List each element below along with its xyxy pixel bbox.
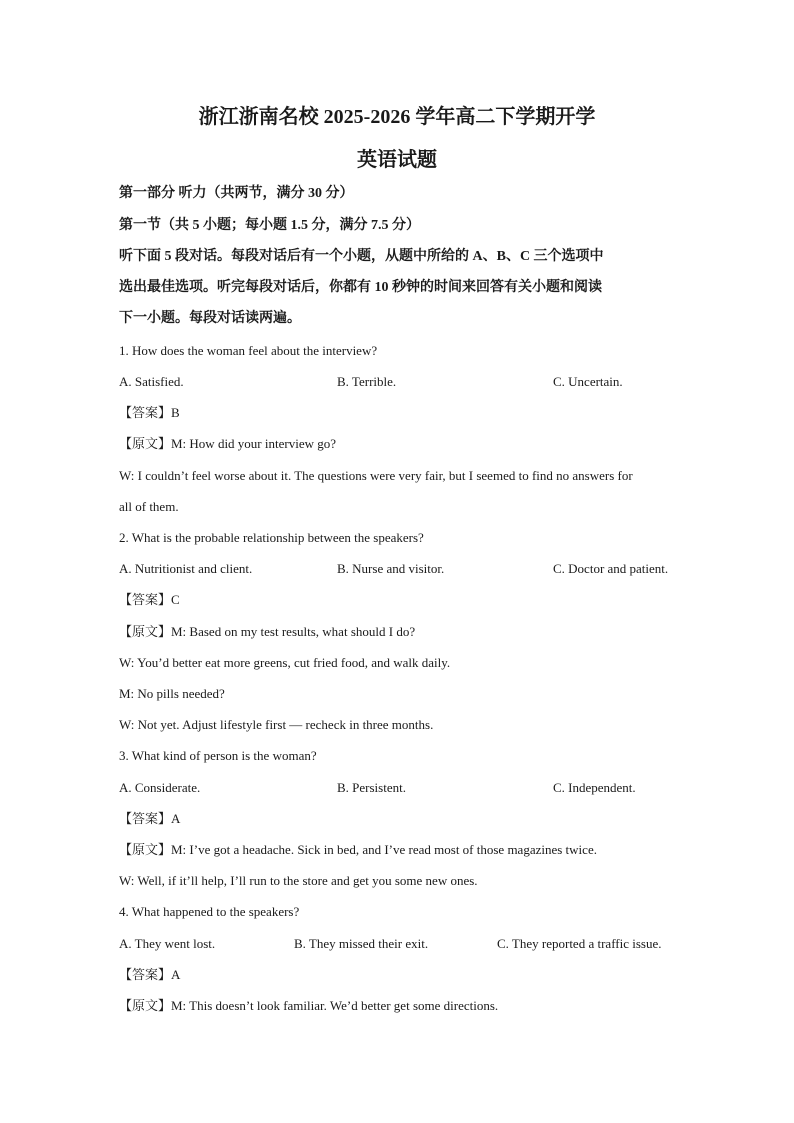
option-b: B. Persistent. — [337, 780, 406, 795]
option-b: B. Terrible. — [337, 374, 397, 389]
answer-key: 【答案】C — [119, 592, 180, 607]
transcript-line: all of them. — [119, 499, 179, 514]
answer-key: 【答案】A — [119, 967, 181, 982]
transcript-line: W: You’d better eat more greens, cut fried food, and walk daily. — [119, 655, 451, 670]
option-a: A. Considerate. — [119, 780, 201, 795]
transcript-line: 【原文】M: How did your interview go? — [119, 436, 337, 451]
instruction-line-1: 听下面 5 段对话。每段对话后有一个小题，从题中所给的 A、B、C 三个选项中 — [119, 249, 604, 264]
transcript-line: 【原文】M: Based on my test results, what should I do? — [119, 624, 416, 639]
transcript-line: M: No pills needed? — [119, 686, 225, 701]
option-a: A. Satisfied. — [119, 374, 184, 389]
instruction-line-3: 下一小题。每段对话读两遍。 — [119, 311, 301, 326]
part-heading: 第一部分 听力（共两节，满分 30 分） — [119, 186, 354, 201]
answer-key: 【答案】B — [119, 405, 180, 420]
option-c: C. Uncertain. — [553, 374, 623, 389]
document-title: 浙江浙南名校 2025-2026 学年高二下学期开学 — [198, 106, 596, 128]
transcript-line: W: Not yet. Adjust lifestyle first — recheck in three months. — [119, 717, 434, 732]
section-heading: 第一节（共 5 小题；每小题 1.5 分，满分 7.5 分） — [119, 218, 420, 233]
option-a: A. They went lost. — [119, 936, 216, 951]
question-stem: 3. What kind of person is the woman? — [119, 748, 317, 763]
option-b: B. Nurse and visitor. — [337, 561, 445, 576]
question-stem: 2. What is the probable relationship between the speakers? — [119, 530, 424, 545]
transcript-line: 【原文】M: I’ve got a headache. Sick in bed, and I’ve read most of those magazines twice. — [119, 842, 597, 857]
option-b: B. They missed their exit. — [294, 936, 429, 951]
instruction-line-2: 选出最佳选项。听完每段对话后，你都有 10 秒钟的时间来回答有关小题和阅读 — [119, 280, 602, 295]
transcript-line: W: Well, if it’ll help, I’ll run to the store and get you some new ones. — [119, 873, 478, 888]
transcript-line: 【原文】M: This doesn’t look familiar. We’d better get some directions. — [119, 998, 499, 1013]
question-stem: 1. How does the woman feel about the interview? — [119, 343, 378, 358]
question-stem: 4. What happened to the speakers? — [119, 904, 300, 919]
transcript-line: W: I couldn’t feel worse about it. The questions were very fair, but I seemed to find no answers for — [119, 468, 633, 483]
option-c: C. Doctor and patient. — [553, 561, 669, 576]
option-a: A. Nutritionist and client. — [119, 561, 253, 576]
option-c: C. They reported a traffic issue. — [497, 936, 662, 951]
answer-key: 【答案】A — [119, 811, 181, 826]
document-subtitle: 英语试题 — [357, 149, 437, 171]
option-c: C. Independent. — [553, 780, 636, 795]
